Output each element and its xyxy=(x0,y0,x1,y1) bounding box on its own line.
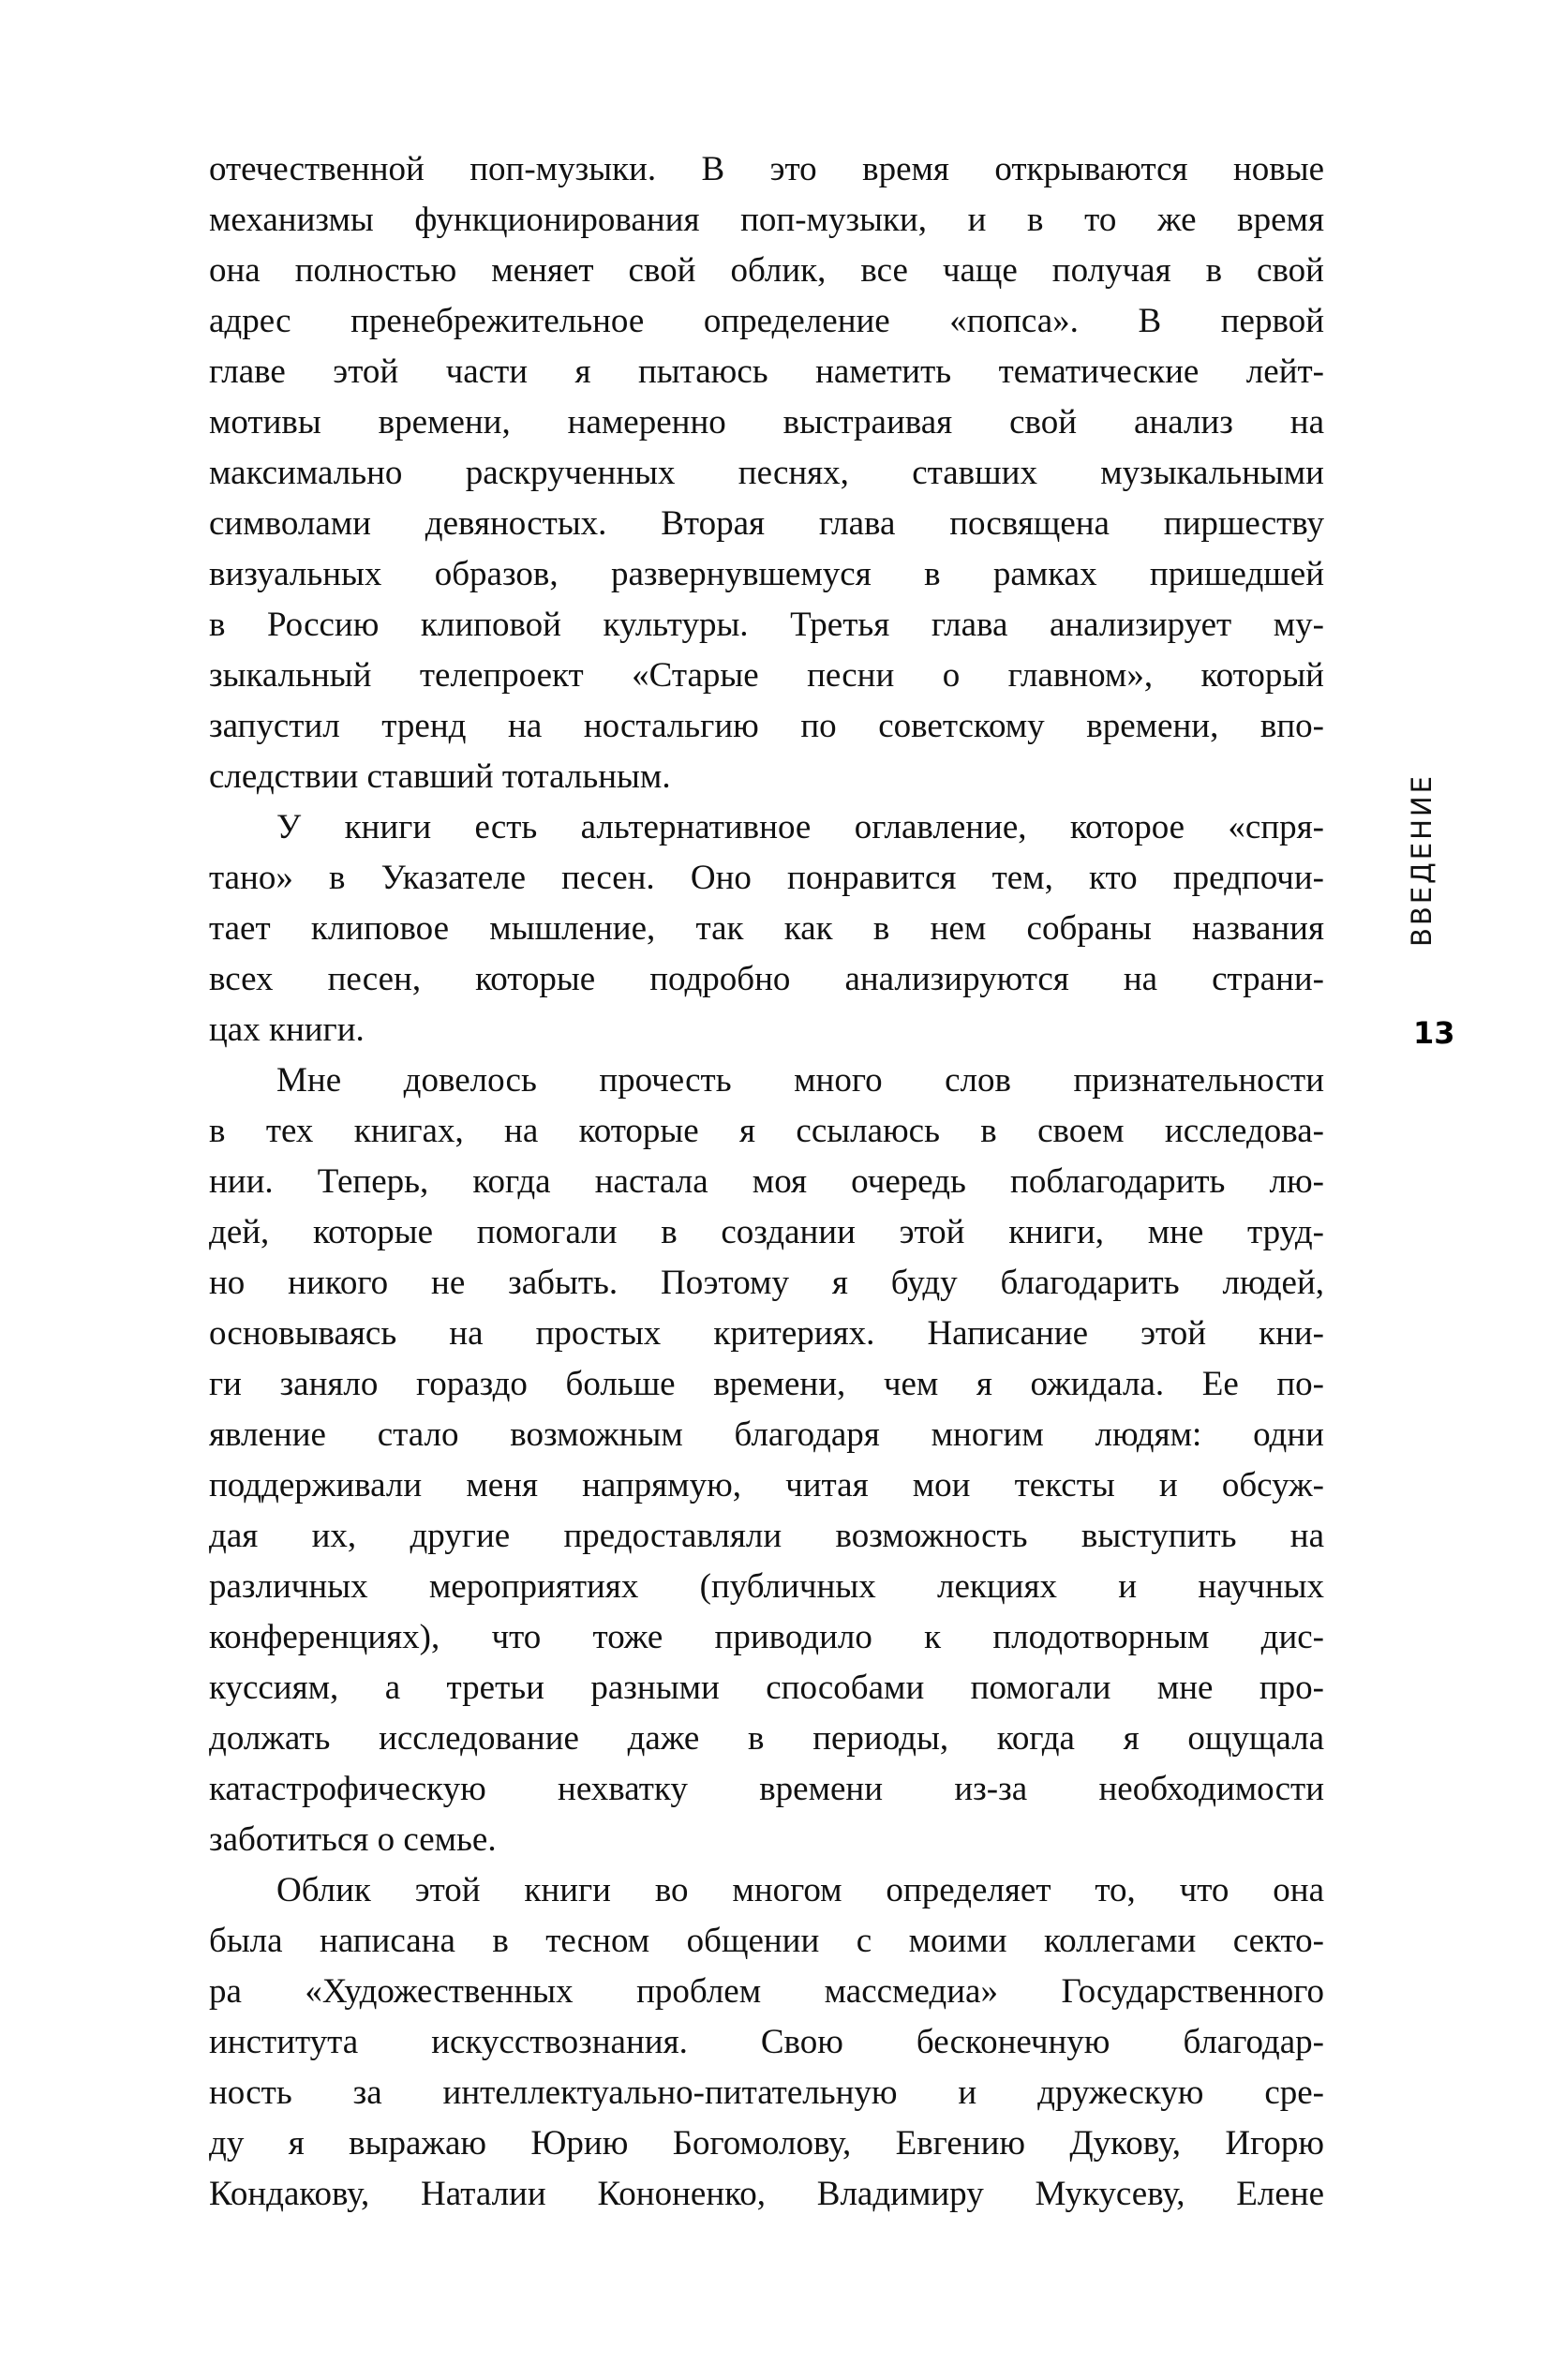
text-line: зыкальный телепроект «Старые песни о главном», который xyxy=(209,656,1324,695)
text-line: в тех книгах, на которые я ссылаюсь в своем исследова- xyxy=(209,1112,1324,1150)
text-line: всех песен, которые подробно анализируются на страни- xyxy=(209,960,1324,998)
text-line: заботиться о семье. xyxy=(209,1820,497,1859)
text-line: символами девяностых. Вторая глава посвящена пиршеству xyxy=(209,504,1324,543)
text-line: цах книги. xyxy=(209,1010,365,1049)
text-line: но никого не забыть. Поэтому я буду благодарить людей, xyxy=(209,1264,1324,1302)
text-line: Мне довелось прочесть много слов признательности xyxy=(276,1061,1324,1100)
text-line: куссиям, а третьи разными способами помогали мне про- xyxy=(209,1669,1324,1707)
text-line: она полностью меняет свой облик, все чаще получая в свой xyxy=(209,251,1324,290)
text-line: механизмы функционирования поп-музыки, и в то же время xyxy=(209,201,1324,239)
text-line: отечественной поп-музыки. В это время открываются новые xyxy=(209,150,1324,188)
text-line: визуальных образов, развернувшемуся в рамках пришедшей xyxy=(209,555,1324,593)
text-line: ги заняло гораздо больше времени, чем я ожидала. Ее по- xyxy=(209,1365,1324,1403)
text-line: запустил тренд на ностальгию по советскому времени, впо- xyxy=(209,707,1324,745)
text-line: конференциях), что тоже приводило к плодотворным дис- xyxy=(209,1618,1324,1656)
text-line: была написана в тесном общении с моими коллегами секто- xyxy=(209,1922,1324,1960)
text-line: адрес пренебрежительное определение «попса». В первой xyxy=(209,302,1324,340)
text-line: института искусствознания. Свою бесконечную благодар- xyxy=(209,2023,1324,2061)
text-line: тает клиповое мышление, так как в нем собраны названия xyxy=(209,909,1324,948)
text-line: различных мероприятиях (публичных лекциях и научных xyxy=(209,1567,1324,1606)
body-text xyxy=(209,144,1324,2220)
text-line: Кондакову, Наталии Кононенко, Владимиру Мукусеву, Елене xyxy=(209,2175,1324,2213)
text-line: ра «Художественных проблем массмедиа» Государственного xyxy=(209,1972,1324,2011)
text-line: максимально раскрученных песнях, ставших музыкальными xyxy=(209,454,1324,492)
text-line: ность за интеллектуально-питательную и дружескую сре- xyxy=(209,2073,1324,2112)
text-line: У книги есть альтернативное оглавление, которое «спря- xyxy=(276,808,1324,846)
text-line: ду я выражаю Юрию Богомолову, Евгению Дукову, Игорю xyxy=(209,2124,1324,2163)
page-number: 13 xyxy=(1413,1015,1455,1051)
text-line: явление стало возможным благодаря многим людям: одни xyxy=(209,1415,1324,1454)
text-line: нии. Теперь, когда настала моя очередь поблагодарить лю- xyxy=(209,1162,1324,1201)
text-line: дей, которые помогали в создании этой книги, мне труд- xyxy=(209,1213,1324,1251)
text-line: поддерживали меня напрямую, читая мои тексты и обсуж- xyxy=(209,1466,1324,1504)
text-line: главе этой части я пытаюсь наметить тематические лейт- xyxy=(209,352,1324,391)
text-line: Облик этой книги во многом определяет то, что она xyxy=(276,1871,1324,1909)
text-line: следствии ставший тотальным. xyxy=(209,757,671,796)
text-line: основываясь на простых критериях. Написание этой кни- xyxy=(209,1314,1324,1353)
text-line: должать исследование даже в периоды, когда я ощущала xyxy=(209,1719,1324,1758)
text-line: тано» в Указателе песен. Оно понравится тем, кто предпочи- xyxy=(209,859,1324,897)
text-line: мотивы времени, намеренно выстраивая свой анализ на xyxy=(209,403,1324,442)
running-head: ВВЕДЕНИЕ xyxy=(1406,773,1438,947)
text-line: в Россию клиповой культуры. Третья глава анализирует му- xyxy=(209,606,1324,644)
text-line: катастрофическую нехватку времени из-за необходимости xyxy=(209,1770,1324,1808)
text-line: дая их, другие предоставляли возможность выступить на xyxy=(209,1517,1324,1555)
